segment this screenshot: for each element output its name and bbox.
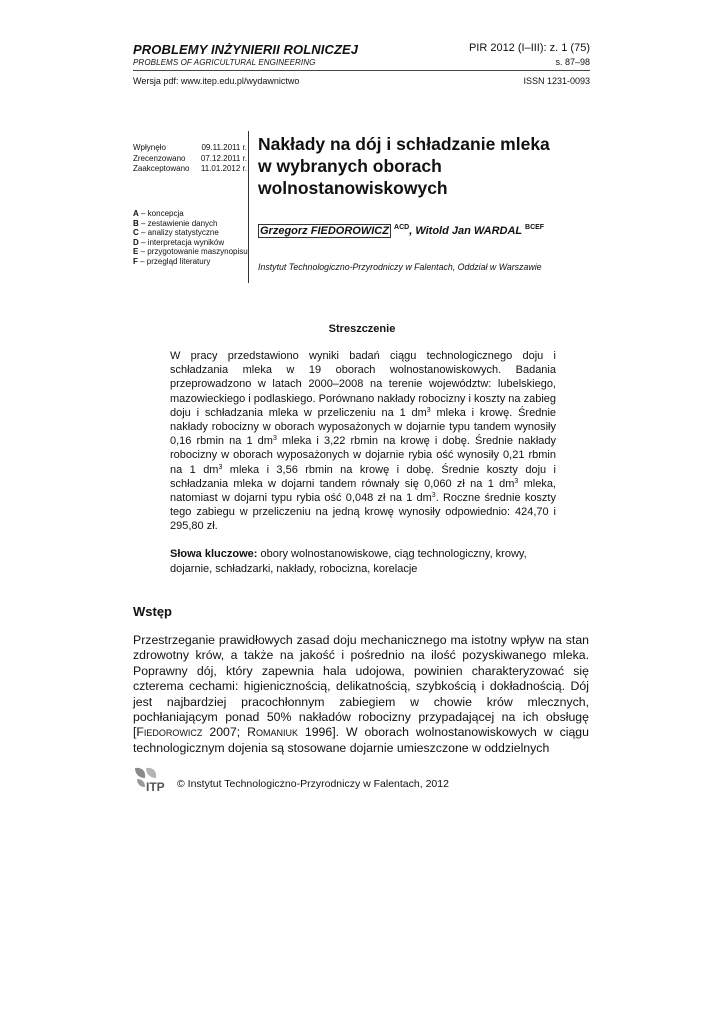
issn: ISSN 1231-0093 xyxy=(523,76,590,86)
affiliation: Instytut Technologiczno-Przyrodniczy w Falentach, Oddział w Warszawie xyxy=(258,262,542,272)
journal-subtitle: PROBLEMS OF AGRICULTURAL ENGINEERING xyxy=(133,58,316,67)
date-value: 09.11.2011 r. xyxy=(201,143,247,152)
author-name: Grzegorz FIEDOROWICZ xyxy=(260,225,389,237)
submission-dates xyxy=(133,143,247,175)
date-row-reviewed xyxy=(133,154,247,165)
keywords-label: Słowa kluczowe: xyxy=(170,548,258,560)
date-label: Wpłynęło xyxy=(133,143,166,152)
keywords xyxy=(170,547,556,577)
intro-paragraph: Przestrzeganie prawidłowych zasad doju mechanicznego ma istotny wpływ na stan zdrowotny krów, a także na jakość i pośrednio na ilość pozyskiwanego mleka. Poprawny dój, który zapewnia hala udojowa, powinien charakteryzować się czterema cechami: higienicznością, delikatnością, szybkością i dokładnością. Dój jest najbardziej pracochłonnym zabiegiem w chowie krów mlecznych, pochłaniającym ponad 50% nakładów robocizny przypadającej na ich obsługę [Fiedorowicz 2007; Romaniuk 1996]. W oborach wolnostanowiskowych w ciągu technologicznym dojenia są stosowane dojarnie umieszczone w oddzielnych xyxy=(133,633,589,755)
abstract-text: W pracy przedstawiono wyniki badań ciągu technologicznego doju i schładzania mleka w 19 oborach wolnostanowiskowych. Badania przeprowadzono w latach 2000–2008 na terenie województw: lubelskiego, mazowieckiego i podlaskiego. Porównano nakłady robocizny i koszty na zabieg doju i schładzania mleka w przeliczeniu na 1 $dm^3$ mleka i krowę. Średnie nakłady robocizny w oborach wyposażonych w dojarnie typu tandem wynosiły 0,16 rbmin na 1 $dm^3$ mleka i 3,22 rbmin na krowę i dobę. Średnie nakłady robocizny w oborach wyposażonych w dojarnie rybia ość wynosiły 0,21 rbmin na 1 $dm^3$ mleka i 3,56 rbmin na krowę i dobę. Średnie koszty doju i schładzania mleka w dojarni tandem równały się 0,060 zł na 1 $dm^3$ mleka, natomiast w dojarni typu rybia ość 0,048 zł na 1 $dm^3$. Roczne średnie koszty tego zabiegu w przeliczeniu na jedną krowę wynosiły odpowiednio: 424,70 i 295,80 zł. xyxy=(170,350,557,533)
date-label: Zrecenzowano xyxy=(133,153,186,163)
issue-info: PIR 2012 (I–III): z. 1 (75) xyxy=(468,42,590,54)
author-role-codes: ACD xyxy=(394,224,410,231)
section-heading: Wstęp xyxy=(133,604,172,619)
article-title xyxy=(258,133,598,199)
role-item: E – przygotowanie maszynopisu xyxy=(133,247,248,257)
sidebar-divider xyxy=(248,131,249,283)
date-label: Zaakceptowano xyxy=(133,164,190,174)
header-rule xyxy=(133,70,590,71)
citation: Romaniuk xyxy=(247,725,298,740)
title-line: w wybranych oborach xyxy=(258,156,442,176)
copyright-notice: © Instytut Technologiczno-Przyrodniczy w Falentach, 2012 xyxy=(177,778,449,790)
author-name: Witold Jan WARDAL xyxy=(415,225,522,237)
author-list: Grzegorz FIEDOROWICZ $^{ACD}$, Witold Jan WARDAL $^{BCEF}$ xyxy=(260,224,545,237)
date-value: 11.01.2012 r. xyxy=(200,164,247,174)
abstract-heading: Streszczenie xyxy=(328,323,396,335)
date-row-received xyxy=(133,143,247,154)
journal-title: PROBLEMY INŻYNIERII ROLNICZEJ xyxy=(133,42,359,57)
logo-text: ITP xyxy=(146,780,165,792)
role-item: B – zestawienie danych xyxy=(133,218,218,228)
pdf-version-link[interactable]: Wersja pdf: www.itep.edu.pl/wydawnictwo xyxy=(133,76,300,86)
role-item: C – analizy statystyczne xyxy=(133,228,219,238)
author-role-codes: BCEF xyxy=(525,224,545,231)
title-line: wolnostanowiskowych xyxy=(258,178,448,198)
role-item: A – koncepcja xyxy=(133,209,184,218)
role-item: F – przegląd literatury xyxy=(133,256,211,266)
author-contribution-legend xyxy=(133,209,248,267)
date-value: 07.12.2011 r. xyxy=(200,153,247,163)
itp-logo xyxy=(133,766,173,792)
page-range: s. 87–98 xyxy=(555,57,590,67)
citation: Fiedorowicz xyxy=(136,725,203,740)
title-line: Nakłady na dój i schładzanie mleka xyxy=(258,134,550,154)
keywords-list: obory wolnostanowiskowe, ciąg technologiczny, krowy, dojarnie, schładzarki, nakłady, robocizna, korelacje xyxy=(170,548,527,575)
role-item: D – interpretacja wyników xyxy=(133,237,225,247)
date-row-accepted xyxy=(133,164,247,175)
